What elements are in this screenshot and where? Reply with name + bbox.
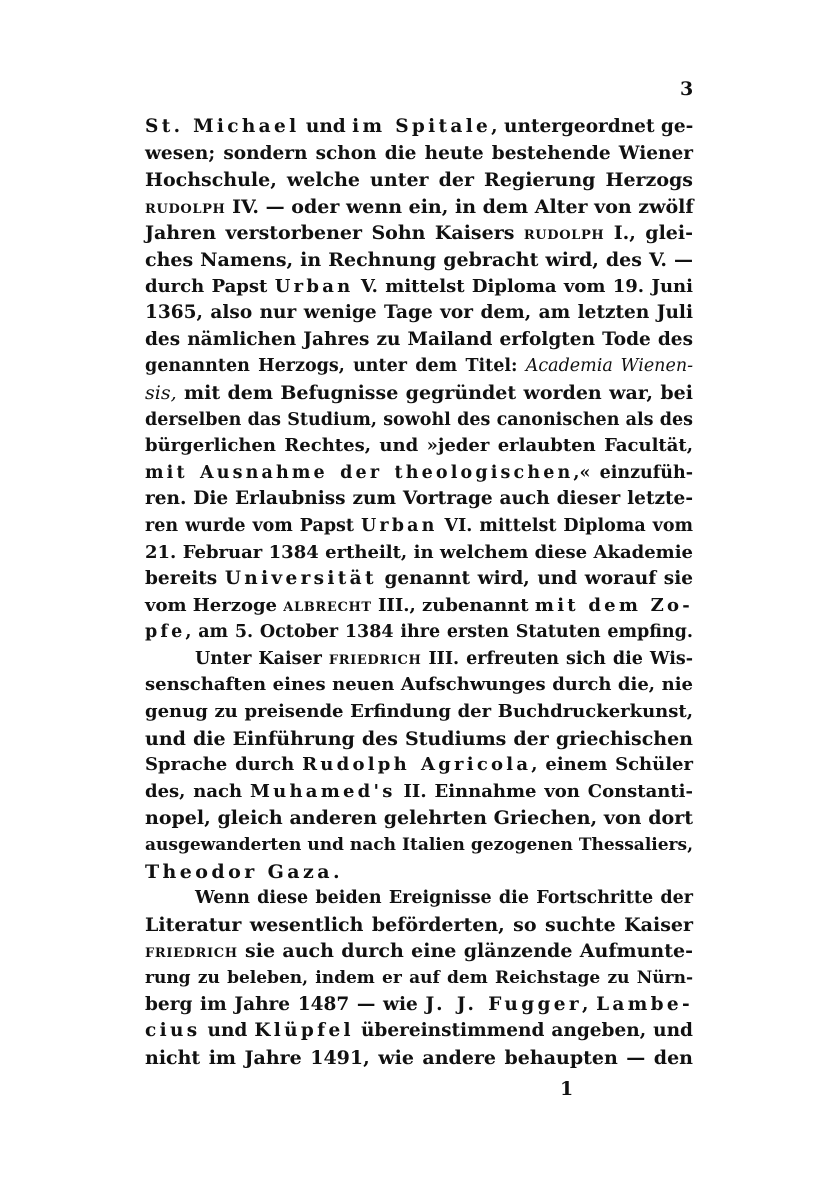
- small-caps-name: FRIEDRICH: [328, 652, 422, 668]
- italic-text: Academia Wienen-: [525, 356, 693, 377]
- text-line: [145, 912, 693, 939]
- text-line: [145, 353, 693, 380]
- text-run: derselben das Studium, sowohl des canonischen als des: [145, 409, 693, 430]
- spaced-name: pfe: [145, 622, 186, 643]
- text-run: und die Einführung des Studiums der griechischen: [145, 727, 693, 750]
- text-run: ,« einzufüh-: [573, 462, 693, 483]
- text-run: des, nach: [145, 780, 250, 802]
- text-run: Wenn diese beiden Ereignisse die Fortschritte der: [195, 888, 693, 909]
- text-line: [145, 141, 693, 168]
- text-line: [145, 1045, 693, 1072]
- text-line: [145, 540, 693, 567]
- text-run: ausgewanderten und nach Italien gezogenen Thessaliers,: [145, 835, 693, 856]
- text-run: und: [299, 116, 353, 137]
- italic-text: sis,: [145, 381, 177, 404]
- text-line: [145, 646, 693, 673]
- text-run: Unter Kaiser: [195, 648, 329, 669]
- text-line: [145, 460, 693, 487]
- small-caps-name: RUDOLPH: [523, 228, 605, 244]
- spaced-name: Lambe-: [596, 993, 693, 1015]
- text-line: [145, 805, 693, 832]
- text-run: durch Papst: [145, 275, 275, 297]
- text-line: [145, 992, 693, 1019]
- text-run: Hochschule, welche unter der Regierung Herzogs: [145, 169, 693, 192]
- text-line: [145, 832, 693, 859]
- text-run: ,: [581, 993, 597, 1015]
- spaced-name: Muhamed's: [249, 780, 396, 802]
- small-caps-name: FRIEDRICH: [145, 946, 238, 962]
- text-line: [145, 327, 693, 354]
- spaced-name: mit Ausnahme der theologischen: [145, 462, 574, 483]
- spaced-name: im Spitale: [352, 116, 492, 137]
- text-line: [145, 220, 693, 247]
- text-run: VI. mittelst Diploma vom: [437, 515, 694, 536]
- text-line: [145, 194, 693, 221]
- text-run: berg im Jahre 1487 — wie: [145, 993, 426, 1015]
- text-run: mit dem Befugnisse gegründet worden war, bei: [176, 381, 693, 404]
- text-run: Sprache durch: [145, 754, 303, 776]
- text-run: 21. Februar 1384 ertheilt, in welchem diese Akademie: [145, 541, 693, 563]
- text-run: bereits: [145, 568, 225, 590]
- spaced-name: Urban: [274, 275, 354, 297]
- text-line: [145, 938, 693, 965]
- spaced-name: cius: [145, 1020, 201, 1042]
- text-run: V. mittelst Diploma vom 19. Juni: [353, 275, 693, 297]
- text-run: ren wurde vom Papst: [145, 515, 361, 536]
- text-run: Jahren verstorbener Sohn Kaisers: [145, 222, 524, 245]
- text-run: senschaften eines neuen Aufschwunges durch die, nie: [145, 674, 693, 696]
- text-line: [145, 274, 693, 301]
- text-run: genannt wird, und worauf sie: [376, 568, 694, 590]
- text-line: [145, 300, 693, 327]
- text-line: [145, 699, 693, 726]
- text-line: [145, 779, 693, 806]
- text-run: nopel, gleich anderen gelehrten Griechen, von dort: [145, 807, 693, 830]
- text-line: [145, 726, 693, 753]
- text-line: [145, 407, 693, 434]
- spaced-name: Universität: [224, 568, 377, 590]
- text-run: des nämlichen Jahres zu Mailand erfolgten Tode des: [145, 328, 693, 350]
- small-caps-name: ALBRECHT: [283, 599, 372, 615]
- text-run: wesen; sondern schon die heute bestehende Wiener: [145, 142, 693, 164]
- text-line: [145, 566, 693, 593]
- text-line: [145, 486, 693, 513]
- spaced-name: Theodor Gaza: [145, 860, 333, 883]
- spaced-name: J. J. Fugger: [425, 993, 582, 1015]
- text-run: , einem Schüler: [531, 754, 693, 776]
- text-line: [145, 885, 693, 912]
- text-run: übereinstimmend angeben, und: [353, 1020, 693, 1042]
- text-run: nicht im Jahre 1491, wie andere behaupten — den: [145, 1046, 693, 1069]
- text-run: genug zu preisende Erfindung der Buchdruckerkunst,: [145, 701, 693, 723]
- text-line: [145, 593, 693, 620]
- text-run: bürgerlichen Rechtes, und »jeder erlaubten Facultät,: [145, 435, 693, 457]
- text-line: [145, 672, 693, 699]
- text-line: [145, 965, 693, 992]
- spaced-name: St. Michael: [145, 116, 300, 137]
- text-line: [145, 752, 693, 779]
- spaced-name: mit dem Zo-: [534, 594, 693, 616]
- body-text: [145, 114, 693, 1071]
- text-run: II. Einnahme von Constanti-: [395, 780, 693, 802]
- text-run: sie auch durch eine glänzende Aufmunte-: [237, 940, 693, 963]
- text-line: [145, 380, 693, 407]
- text-run: rung zu beleben, indem er auf dem Reichstage zu Nürn-: [145, 968, 693, 988]
- text-run: vom Herzoge: [145, 594, 284, 616]
- text-run: genannten Herzogs, unter dem Titel:: [145, 356, 526, 377]
- text-run: III., zubenannt: [371, 594, 535, 616]
- text-line: [145, 1018, 693, 1045]
- text-run: , untergeordnet ge-: [491, 116, 694, 137]
- spaced-name: Urban: [361, 515, 438, 536]
- text-run: ches Namens, in Rechnung gebracht wird, des V. —: [145, 248, 693, 271]
- text-line: [145, 619, 693, 646]
- text-line: [145, 433, 693, 460]
- spaced-name: Rudolph Agricola: [302, 754, 532, 776]
- page-number: 3: [680, 78, 694, 100]
- text-run: IV. — oder wenn ein, in dem Alter von zwölf: [225, 195, 694, 218]
- text-run: .: [332, 860, 340, 883]
- text-line: [145, 513, 693, 540]
- text-run: I., glei-: [604, 222, 693, 245]
- text-line: [145, 247, 693, 274]
- small-caps-name: RUDOLPH: [145, 201, 226, 217]
- text-run: ren. Die Erlaubniss zum Vortrage auch dieser letzte-: [145, 488, 693, 510]
- text-line: [145, 114, 693, 141]
- text-run: Literatur wesentlich beförderten, so suchte Kaiser: [145, 913, 693, 936]
- text-run: III. erfreuten sich die Wis-: [421, 648, 693, 669]
- text-run: und: [200, 1020, 255, 1042]
- text-run: , am 5. October 1384 ihre ersten Statuten empfing.: [185, 622, 693, 643]
- signature-mark: 1: [560, 1078, 574, 1100]
- text-run: 1365, also nur wenige Tage vor dem, am letzten Juli: [145, 302, 693, 324]
- spaced-name: Klüpfel: [254, 1020, 354, 1042]
- text-line: [145, 167, 693, 194]
- text-line: [145, 859, 693, 886]
